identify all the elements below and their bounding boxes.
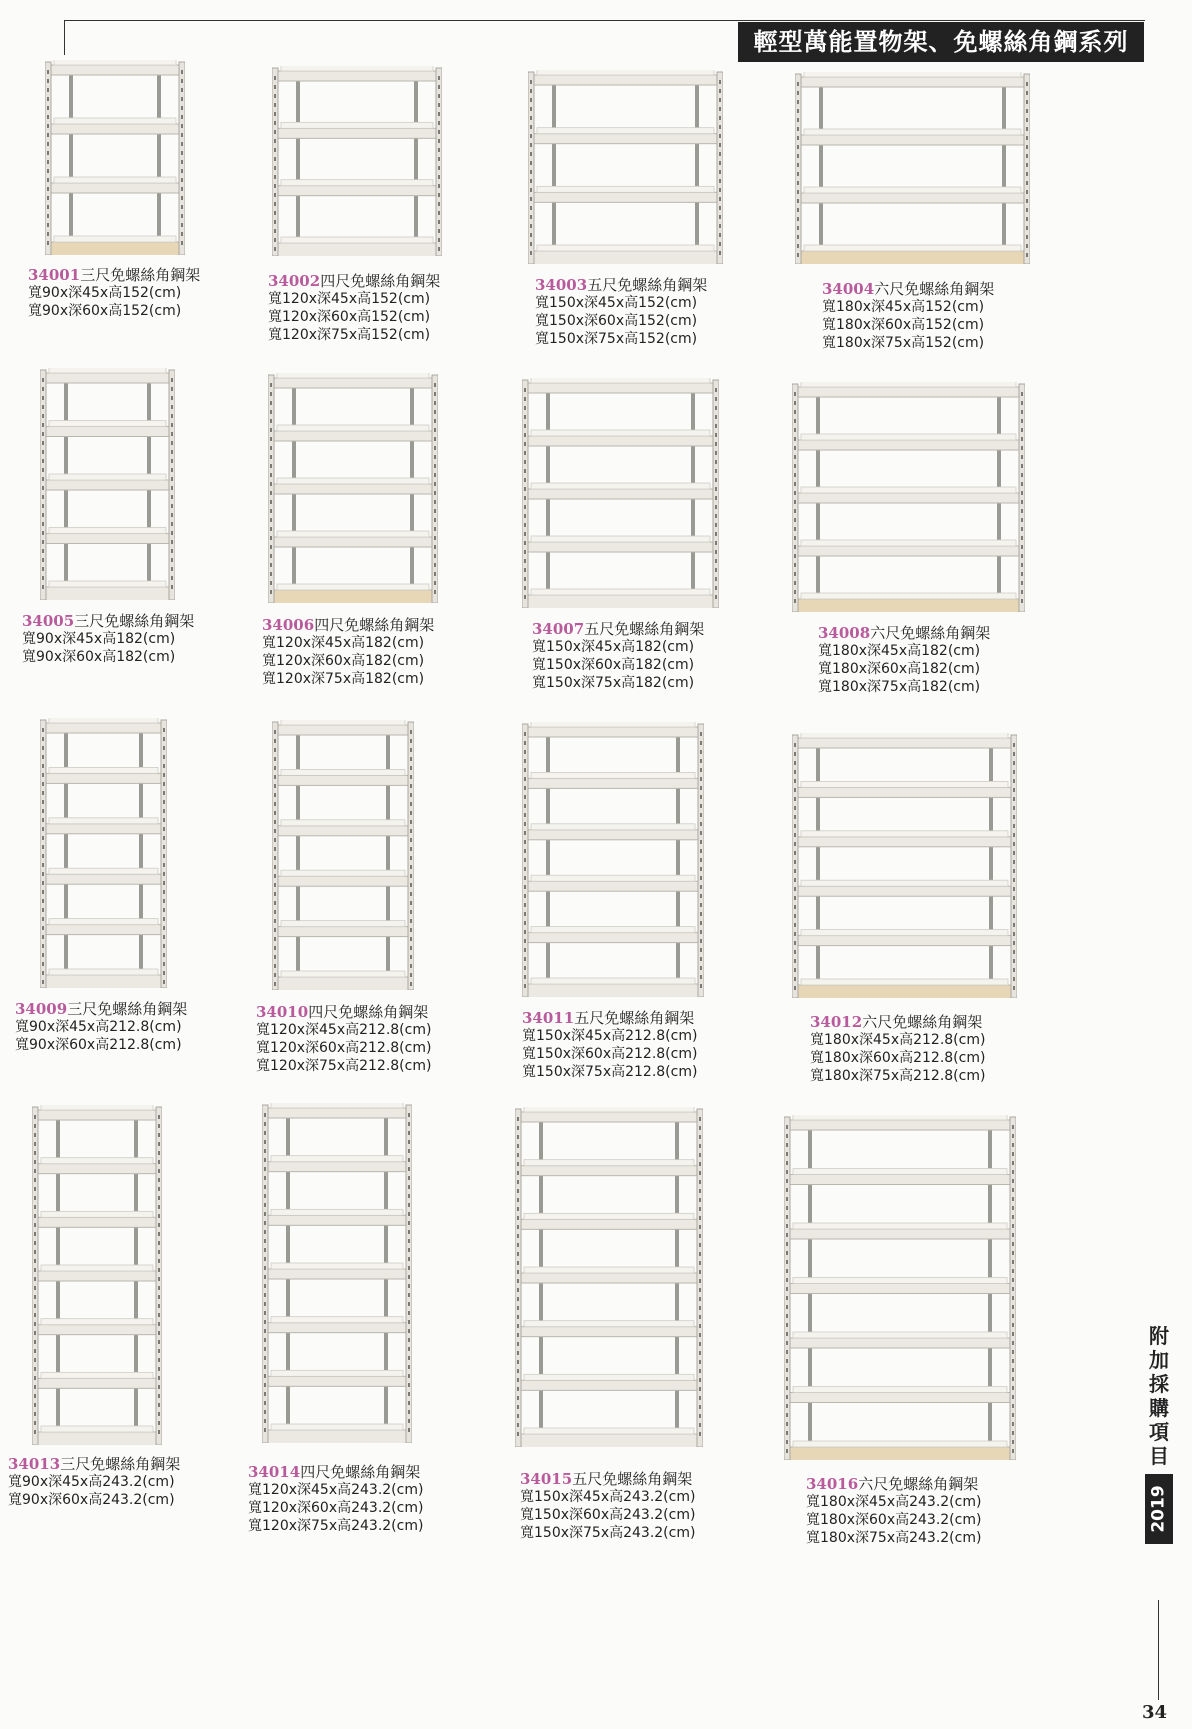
product-name: 三尺免螺絲角鋼架 <box>67 1000 188 1018</box>
product-caption <box>248 1463 423 1535</box>
product-spec: 寬120x深60x高243.2(cm) <box>248 1500 424 1516</box>
product-spec: 寬150x深60x高212.8(cm) <box>522 1046 698 1062</box>
product-caption <box>818 624 990 696</box>
product-spec: 寬150x深45x高182(cm) <box>532 639 695 655</box>
product-code: 34010 <box>256 1003 309 1021</box>
product-caption <box>520 1470 695 1542</box>
product-code: 34008 <box>818 624 871 642</box>
product-heading <box>28 266 200 284</box>
product-code: 34016 <box>806 1475 859 1493</box>
product-spec: 寬90x深45x高212.8(cm) <box>15 1019 182 1035</box>
product-caption <box>262 616 434 688</box>
page-title: 輕型萬能置物架、免螺絲角鋼系列 <box>738 22 1144 62</box>
sidebar-year-badge <box>1145 1474 1173 1544</box>
product-spec: 寬150x深45x高152(cm) <box>535 295 698 311</box>
product-heading <box>520 1470 695 1488</box>
shelf-image <box>272 720 414 990</box>
product-name: 三尺免螺絲角鋼架 <box>80 266 201 284</box>
product-spec: 寬150x深60x高152(cm) <box>535 313 698 329</box>
product-heading <box>532 620 704 638</box>
product-spec: 寬150x深60x高182(cm) <box>532 657 695 673</box>
product-spec: 寬120x深45x高152(cm) <box>268 291 431 307</box>
shelf-image <box>522 722 704 997</box>
page-number: 34 <box>1142 1702 1168 1723</box>
product-spec: 寬120x深75x高243.2(cm) <box>248 1518 424 1534</box>
shelf-image <box>792 733 1017 998</box>
product-spec: 寬180x深45x高212.8(cm) <box>810 1032 986 1048</box>
product-name: 三尺免螺絲角鋼架 <box>60 1455 181 1473</box>
product-caption <box>535 276 707 348</box>
product-heading <box>818 624 990 642</box>
product-caption <box>806 1475 981 1547</box>
product-spec: 寬180x深75x高212.8(cm) <box>810 1068 986 1084</box>
product-name: 四尺免螺絲角鋼架 <box>314 616 435 634</box>
shelf-image <box>40 718 167 988</box>
product-code: 34009 <box>15 1000 68 1018</box>
product-spec: 寬180x深75x高182(cm) <box>818 679 981 695</box>
shelf-image <box>522 378 719 608</box>
product-caption <box>810 1013 985 1085</box>
product-spec: 寬90x深45x高182(cm) <box>22 631 176 647</box>
product-heading <box>268 272 440 290</box>
product-spec: 寬180x深60x高152(cm) <box>822 317 985 333</box>
product-heading <box>15 1000 187 1018</box>
product-spec: 寬120x深75x高152(cm) <box>268 327 431 343</box>
sidebar-label: 附加採購項目 <box>1149 1324 1169 1468</box>
product-spec: 寬90x深60x高152(cm) <box>28 303 182 319</box>
shelf-image <box>528 70 723 264</box>
product-spec: 寬180x深60x高212.8(cm) <box>810 1050 986 1066</box>
product-heading <box>22 612 194 630</box>
product-spec: 寬150x深60x高243.2(cm) <box>520 1507 696 1523</box>
product-spec: 寬120x深75x高182(cm) <box>262 671 425 687</box>
shelf-image <box>32 1105 162 1445</box>
product-heading <box>262 616 434 634</box>
product-name: 五尺免螺絲角鋼架 <box>587 276 708 294</box>
product-spec: 寬120x深45x高212.8(cm) <box>256 1022 432 1038</box>
shelf-image <box>515 1107 703 1447</box>
product-caption <box>256 1003 431 1075</box>
product-code: 34014 <box>248 1463 301 1481</box>
product-spec: 寬120x深75x高212.8(cm) <box>256 1058 432 1074</box>
product-spec: 寬150x深75x高182(cm) <box>532 675 695 691</box>
product-spec: 寬150x深45x高243.2(cm) <box>520 1489 696 1505</box>
product-caption <box>22 612 194 666</box>
product-spec: 寬90x深60x高182(cm) <box>22 649 176 665</box>
product-spec: 寬150x深75x高243.2(cm) <box>520 1525 696 1541</box>
shelf-image <box>272 66 442 256</box>
product-caption <box>28 266 200 320</box>
product-spec: 寬120x深45x高182(cm) <box>262 635 425 651</box>
product-name: 四尺免螺絲角鋼架 <box>300 1463 421 1481</box>
product-heading <box>810 1013 985 1031</box>
product-code: 34013 <box>8 1455 61 1473</box>
product-caption <box>522 1009 697 1081</box>
product-name: 六尺免螺絲角鋼架 <box>874 280 995 298</box>
product-spec: 寬120x深60x高182(cm) <box>262 653 425 669</box>
product-spec: 寬180x深45x高243.2(cm) <box>806 1494 982 1510</box>
sidebar-tab <box>1142 1324 1176 1544</box>
product-heading <box>535 276 707 294</box>
product-heading <box>806 1475 981 1493</box>
shelf-image <box>792 382 1025 612</box>
product-name: 五尺免螺絲角鋼架 <box>572 1470 693 1488</box>
product-name: 六尺免螺絲角鋼架 <box>858 1475 979 1493</box>
product-heading <box>248 1463 423 1481</box>
product-name: 四尺免螺絲角鋼架 <box>308 1003 429 1021</box>
product-name: 三尺免螺絲角鋼架 <box>74 612 195 630</box>
product-code: 34005 <box>22 612 75 630</box>
product-heading <box>256 1003 431 1021</box>
product-code: 34012 <box>810 1013 863 1031</box>
sidebar-rule <box>1158 1600 1159 1700</box>
sidebar-year: 2019 <box>1149 1485 1170 1533</box>
shelf-image <box>262 1103 412 1443</box>
product-name: 五尺免螺絲角鋼架 <box>584 620 705 638</box>
product-caption <box>8 1455 180 1509</box>
shelf-image <box>40 368 175 600</box>
product-code: 34007 <box>532 620 585 638</box>
product-heading <box>522 1009 697 1027</box>
product-name: 六尺免螺絲角鋼架 <box>862 1013 983 1031</box>
product-code: 34003 <box>535 276 588 294</box>
product-heading <box>8 1455 180 1473</box>
shelf-image <box>795 72 1030 264</box>
product-code: 34002 <box>268 272 321 290</box>
product-spec: 寬180x深75x高243.2(cm) <box>806 1530 982 1546</box>
product-code: 34004 <box>822 280 875 298</box>
product-spec: 寬180x深45x高152(cm) <box>822 299 985 315</box>
product-code: 34011 <box>522 1009 575 1027</box>
product-spec: 寬90x深60x高243.2(cm) <box>8 1492 175 1508</box>
product-caption <box>822 280 994 352</box>
product-code: 34006 <box>262 616 315 634</box>
product-spec: 寬120x深45x高243.2(cm) <box>248 1482 424 1498</box>
shelf-image <box>784 1115 1016 1460</box>
product-spec: 寬180x深60x高243.2(cm) <box>806 1512 982 1528</box>
product-spec: 寬120x深60x高152(cm) <box>268 309 431 325</box>
product-caption <box>15 1000 187 1054</box>
product-heading <box>822 280 994 298</box>
shelf-image <box>45 60 185 255</box>
product-spec: 寬90x深45x高152(cm) <box>28 285 182 301</box>
product-code: 34001 <box>28 266 81 284</box>
product-spec: 寬150x深75x高152(cm) <box>535 331 698 347</box>
product-name: 四尺免螺絲角鋼架 <box>320 272 441 290</box>
product-code: 34015 <box>520 1470 573 1488</box>
product-caption <box>532 620 704 692</box>
product-spec: 寬150x深75x高212.8(cm) <box>522 1064 698 1080</box>
product-name: 六尺免螺絲角鋼架 <box>870 624 991 642</box>
product-name: 五尺免螺絲角鋼架 <box>574 1009 695 1027</box>
product-spec: 寬90x深45x高243.2(cm) <box>8 1474 175 1490</box>
product-spec: 寬150x深45x高212.8(cm) <box>522 1028 698 1044</box>
product-spec: 寬90x深60x高212.8(cm) <box>15 1037 182 1053</box>
product-spec: 寬180x深45x高182(cm) <box>818 643 981 659</box>
shelf-image <box>268 373 438 603</box>
product-caption <box>268 272 440 344</box>
product-spec: 寬180x深60x高182(cm) <box>818 661 981 677</box>
product-spec: 寬120x深60x高212.8(cm) <box>256 1040 432 1056</box>
product-spec: 寬180x深75x高152(cm) <box>822 335 985 351</box>
